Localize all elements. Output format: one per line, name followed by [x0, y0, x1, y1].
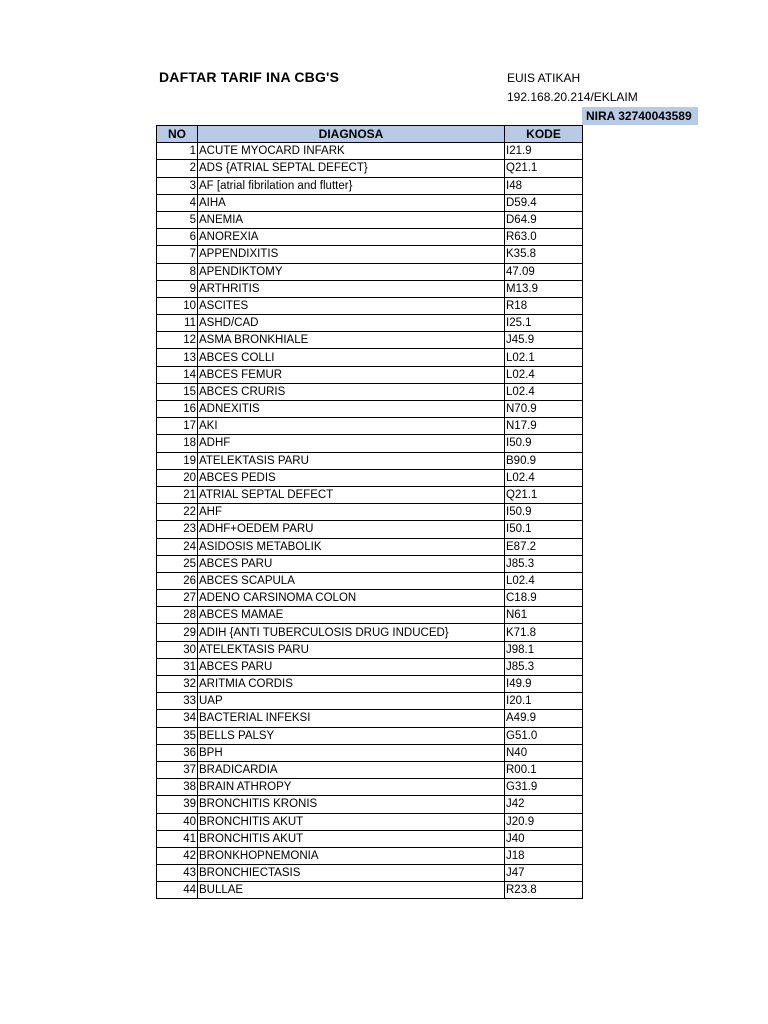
row-number: 7 — [157, 246, 198, 263]
row-number: 38 — [157, 779, 198, 796]
row-number: 32 — [157, 676, 198, 693]
code-cell: J42 — [505, 796, 583, 813]
row-number: 29 — [157, 624, 198, 641]
table-row — [157, 590, 583, 607]
diagnosis-cell: ADHF+OEDEM PARU — [198, 521, 505, 538]
table-row — [157, 555, 583, 572]
row-number: 3 — [157, 177, 198, 194]
tariff-table — [156, 125, 583, 899]
diagnosis-cell: ADS {ATRIAL SEPTAL DEFECT} — [198, 160, 505, 177]
table-row — [157, 572, 583, 589]
row-number: 37 — [157, 761, 198, 778]
code-cell: G31.9 — [505, 779, 583, 796]
diagnosis-cell: ATRIAL SEPTAL DEFECT — [198, 486, 505, 503]
row-number: 41 — [157, 830, 198, 847]
row-number: 42 — [157, 847, 198, 864]
diagnosis-cell: BACTERIAL INFEKSI — [198, 710, 505, 727]
table-header-row — [157, 126, 583, 143]
table-row — [157, 349, 583, 366]
table-row — [157, 779, 583, 796]
diagnosis-cell: BRONCHITIS AKUT — [198, 813, 505, 830]
code-cell: D59.4 — [505, 194, 583, 211]
table-row — [157, 263, 583, 280]
code-cell: N17.9 — [505, 418, 583, 435]
row-number: 6 — [157, 229, 198, 246]
diagnosis-cell: BRONCHIECTASIS — [198, 865, 505, 882]
table-row — [157, 865, 583, 882]
code-cell: Q21.1 — [505, 486, 583, 503]
row-number: 20 — [157, 469, 198, 486]
table-row — [157, 280, 583, 297]
diagnosis-cell: AIHA — [198, 194, 505, 211]
row-number: 2 — [157, 160, 198, 177]
diagnosis-cell: ABCES CRURIS — [198, 383, 505, 400]
table-row — [157, 452, 583, 469]
code-cell: I21.9 — [505, 143, 583, 160]
table-row — [157, 366, 583, 383]
column-header-kode: KODE — [505, 126, 583, 143]
table-row — [157, 383, 583, 400]
diagnosis-cell: BRADICARDIA — [198, 761, 505, 778]
row-number: 21 — [157, 486, 198, 503]
table-row — [157, 693, 583, 710]
table-row — [157, 710, 583, 727]
code-cell: L02.4 — [505, 572, 583, 589]
diagnosis-cell: UAP — [198, 693, 505, 710]
diagnosis-cell: ABCES PARU — [198, 658, 505, 675]
row-number: 30 — [157, 641, 198, 658]
row-number: 36 — [157, 744, 198, 761]
row-number: 35 — [157, 727, 198, 744]
code-cell: N40 — [505, 744, 583, 761]
table-row — [157, 813, 583, 830]
table-row — [157, 297, 583, 314]
code-cell: J47 — [505, 865, 583, 882]
code-cell: K71.8 — [505, 624, 583, 641]
code-cell: I20.1 — [505, 693, 583, 710]
row-number: 28 — [157, 607, 198, 624]
code-cell: R23.8 — [505, 882, 583, 899]
table-row — [157, 194, 583, 211]
table-row — [157, 882, 583, 899]
table-row — [157, 830, 583, 847]
row-number: 15 — [157, 383, 198, 400]
table-row — [157, 658, 583, 675]
row-number: 4 — [157, 194, 198, 211]
code-cell: I50.1 — [505, 521, 583, 538]
table-row — [157, 229, 583, 246]
diagnosis-cell: ASIDOSIS METABOLIK — [198, 538, 505, 555]
diagnosis-cell: ATELEKTASIS PARU — [198, 641, 505, 658]
table-row — [157, 607, 583, 624]
code-cell: I50.9 — [505, 504, 583, 521]
table-row — [157, 744, 583, 761]
diagnosis-cell: AKI — [198, 418, 505, 435]
row-number: 13 — [157, 349, 198, 366]
row-number: 12 — [157, 332, 198, 349]
code-cell: B90.9 — [505, 452, 583, 469]
code-cell: J85.3 — [505, 658, 583, 675]
code-cell: R18 — [505, 297, 583, 314]
diagnosis-cell: ATELEKTASIS PARU — [198, 452, 505, 469]
diagnosis-cell: AHF — [198, 504, 505, 521]
diagnosis-cell: ARTHRITIS — [198, 280, 505, 297]
table-row — [157, 641, 583, 658]
table-row — [157, 676, 583, 693]
code-cell: Q21.1 — [505, 160, 583, 177]
diagnosis-cell: ABCES PEDIS — [198, 469, 505, 486]
code-cell: G51.0 — [505, 727, 583, 744]
diagnosis-cell: AF [atrial fibrilation and flutter} — [198, 177, 505, 194]
diagnosis-cell: ABCES FEMUR — [198, 366, 505, 383]
diagnosis-cell: ANEMIA — [198, 211, 505, 228]
code-cell: K35.8 — [505, 246, 583, 263]
code-cell: I49.9 — [505, 676, 583, 693]
table-row — [157, 177, 583, 194]
row-number: 1 — [157, 143, 198, 160]
table-row — [157, 315, 583, 332]
table-row — [157, 847, 583, 864]
diagnosis-cell: BULLAE — [198, 882, 505, 899]
row-number: 39 — [157, 796, 198, 813]
row-number: 34 — [157, 710, 198, 727]
table-row — [157, 418, 583, 435]
diagnosis-cell: ASMA BRONKHIALE — [198, 332, 505, 349]
row-number: 26 — [157, 572, 198, 589]
code-cell: E87.2 — [505, 538, 583, 555]
diagnosis-cell: ANOREXIA — [198, 229, 505, 246]
row-number: 10 — [157, 297, 198, 314]
row-number: 31 — [157, 658, 198, 675]
code-cell: J40 — [505, 830, 583, 847]
table-row — [157, 538, 583, 555]
code-cell: L02.4 — [505, 469, 583, 486]
table-row — [157, 160, 583, 177]
diagnosis-cell: ASHD/CAD — [198, 315, 505, 332]
table-row — [157, 332, 583, 349]
row-number: 27 — [157, 590, 198, 607]
diagnosis-cell: ASCITES — [198, 297, 505, 314]
diagnosis-cell: ABCES MAMAE — [198, 607, 505, 624]
code-cell: I48 — [505, 177, 583, 194]
diagnosis-cell: BELLS PALSY — [198, 727, 505, 744]
diagnosis-cell: ABCES PARU — [198, 555, 505, 572]
diagnosis-cell: BRONKHOPNEMONIA — [198, 847, 505, 864]
column-header-no: NO — [157, 126, 198, 143]
diagnosis-cell: ADHF — [198, 435, 505, 452]
server-address: 192.168.20.214/EKLAIM — [507, 90, 638, 104]
table-row — [157, 469, 583, 486]
row-number: 22 — [157, 504, 198, 521]
row-number: 11 — [157, 315, 198, 332]
code-cell: C18.9 — [505, 590, 583, 607]
code-cell: 47.09 — [505, 263, 583, 280]
row-number: 18 — [157, 435, 198, 452]
diagnosis-cell: ADENO CARSINOMA COLON — [198, 590, 505, 607]
table-row — [157, 727, 583, 744]
diagnosis-cell: BRONCHITIS KRONIS — [198, 796, 505, 813]
code-cell: N70.9 — [505, 401, 583, 418]
diagnosis-cell: APPENDIXITIS — [198, 246, 505, 263]
code-cell: L02.4 — [505, 366, 583, 383]
diagnosis-cell: BRAIN ATHROPY — [198, 779, 505, 796]
table-row — [157, 486, 583, 503]
row-number: 25 — [157, 555, 198, 572]
table-body — [157, 143, 583, 899]
table-row — [157, 504, 583, 521]
row-number: 5 — [157, 211, 198, 228]
row-number: 9 — [157, 280, 198, 297]
code-cell: D64.9 — [505, 211, 583, 228]
diagnosis-cell: ABCES COLLI — [198, 349, 505, 366]
row-number: 8 — [157, 263, 198, 280]
table-row — [157, 796, 583, 813]
code-cell: L02.4 — [505, 383, 583, 400]
code-cell: R00.1 — [505, 761, 583, 778]
table-row — [157, 246, 583, 263]
row-number: 19 — [157, 452, 198, 469]
row-number: 24 — [157, 538, 198, 555]
code-cell: L02.1 — [505, 349, 583, 366]
code-cell: N61 — [505, 607, 583, 624]
table-row — [157, 521, 583, 538]
code-cell: I25.1 — [505, 315, 583, 332]
table-row — [157, 624, 583, 641]
code-cell: A49.9 — [505, 710, 583, 727]
column-header-diagnosa: DIAGNOSA — [198, 126, 505, 143]
row-number: 43 — [157, 865, 198, 882]
table-row — [157, 761, 583, 778]
code-cell: J20.9 — [505, 813, 583, 830]
diagnosis-cell: APENDIKTOMY — [198, 263, 505, 280]
code-cell: I50.9 — [505, 435, 583, 452]
row-number: 17 — [157, 418, 198, 435]
diagnosis-cell: ARITMIA CORDIS — [198, 676, 505, 693]
author-name: EUIS ATIKAH — [507, 71, 581, 85]
diagnosis-cell: BPH — [198, 744, 505, 761]
document-title: DAFTAR TARIF INA CBG'S — [159, 69, 340, 85]
code-cell: J45.9 — [505, 332, 583, 349]
code-cell: J85.3 — [505, 555, 583, 572]
row-number: 33 — [157, 693, 198, 710]
diagnosis-cell: ADIH {ANTI TUBERCULOSIS DRUG INDUCED} — [198, 624, 505, 641]
diagnosis-cell: ACUTE MYOCARD INFARK — [198, 143, 505, 160]
table-row — [157, 435, 583, 452]
row-number: 40 — [157, 813, 198, 830]
table-row — [157, 401, 583, 418]
diagnosis-cell: ABCES SCAPULA — [198, 572, 505, 589]
table-row — [157, 143, 583, 160]
nira-badge: NIRA 32740043589 — [582, 107, 698, 125]
diagnosis-cell: BRONCHITIS AKUT — [198, 830, 505, 847]
code-cell: J98.1 — [505, 641, 583, 658]
code-cell: J18 — [505, 847, 583, 864]
code-cell: M13.9 — [505, 280, 583, 297]
code-cell: R63.0 — [505, 229, 583, 246]
row-number: 44 — [157, 882, 198, 899]
row-number: 16 — [157, 401, 198, 418]
diagnosis-cell: ADNEXITIS — [198, 401, 505, 418]
table-row — [157, 211, 583, 228]
row-number: 23 — [157, 521, 198, 538]
row-number: 14 — [157, 366, 198, 383]
